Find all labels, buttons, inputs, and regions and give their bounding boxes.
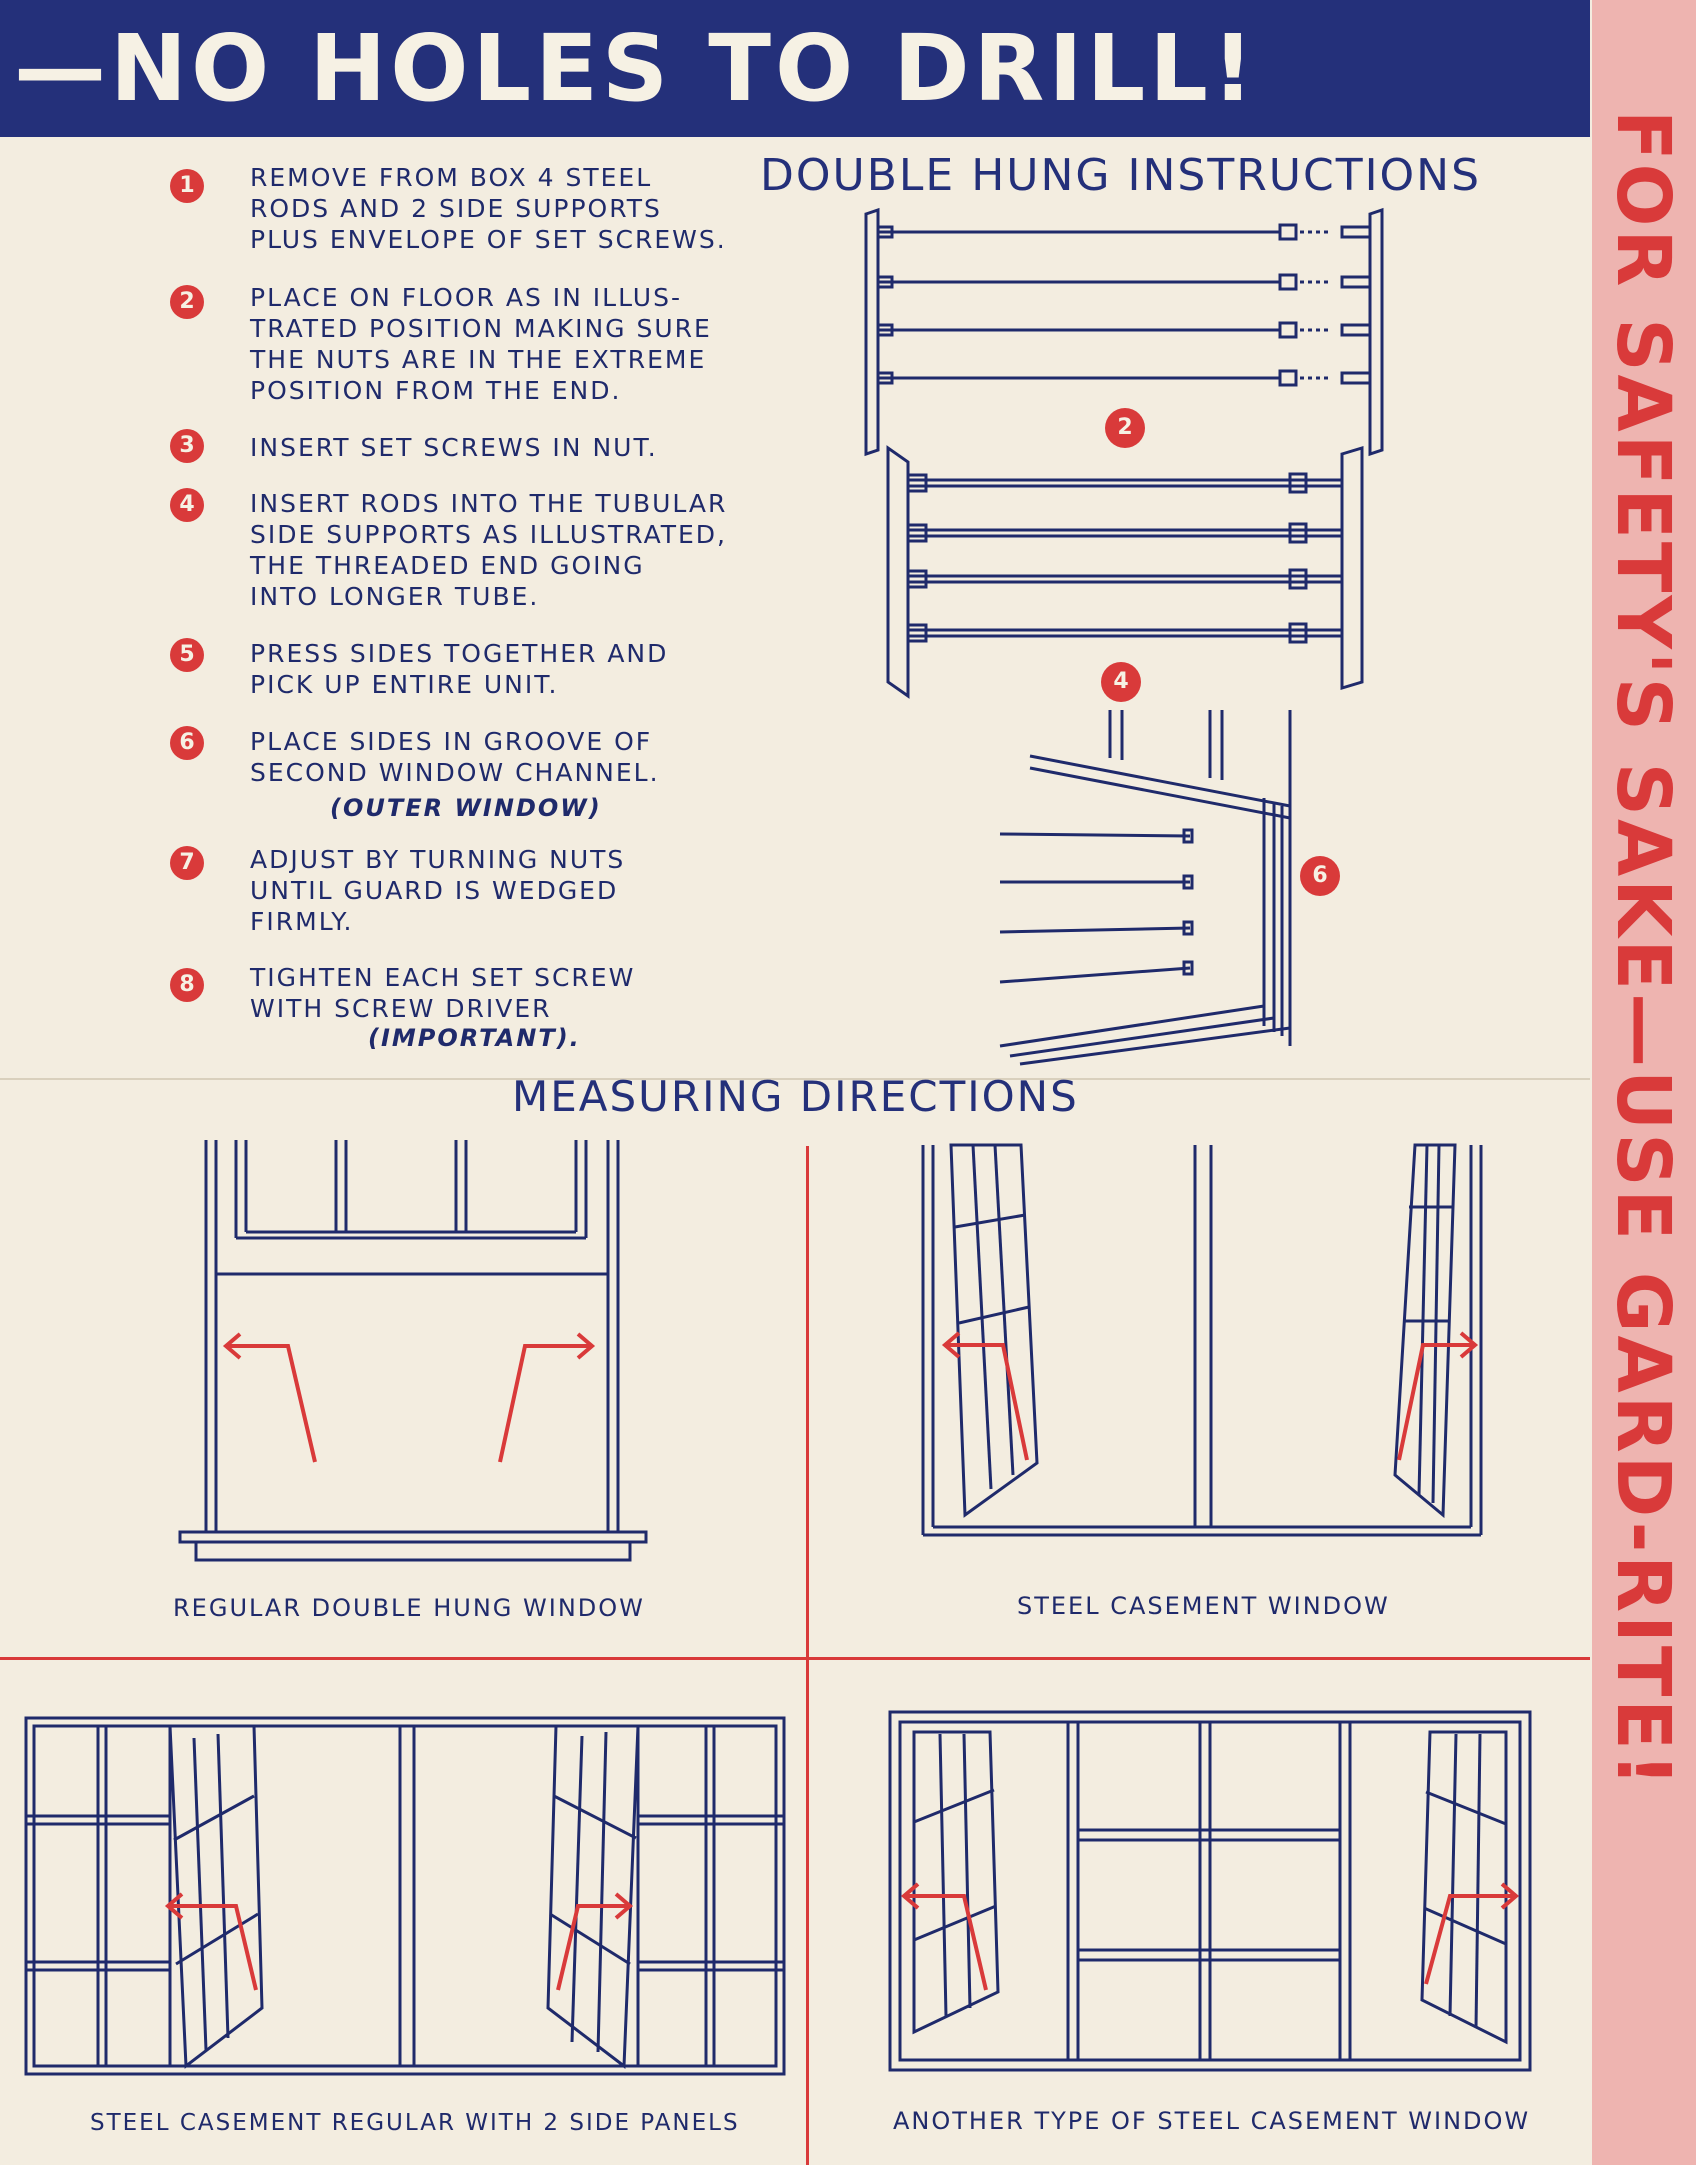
measuring-title: MEASURING DIRECTIONS: [512, 1072, 1079, 1121]
step-text: PRESS SIDES TOGETHER AND PICK UP ENTIRE UNIT.: [250, 639, 669, 699]
step-number: 3: [170, 429, 204, 463]
steel-casement-window-diagram: [915, 1145, 1495, 1545]
casement-side-panels-diagram: [26, 1718, 786, 2076]
step-text: TIGHTEN EACH SET SCREW WITH SCREW DRIVER: [250, 963, 636, 1023]
step-number: 1: [170, 169, 204, 203]
step-note: (IMPORTANT).: [368, 1024, 581, 1052]
double-hung-window-diagram: [180, 1140, 660, 1570]
instructions-title: DOUBLE HUNG INSTRUCTIONS: [760, 150, 1482, 201]
rods-inserted-illustration: [880, 448, 1370, 698]
figure-callout-4: 4: [1101, 662, 1141, 702]
slogan-text: FOR SAFETY'S SAKE—USE GARD-RITE!: [1600, 110, 1686, 1790]
step-number: 4: [170, 488, 204, 522]
divider-vertical: [806, 1146, 809, 2165]
another-casement-diagram: [890, 1712, 1540, 2072]
headline-banner: [0, 0, 1590, 137]
caption-double-hung: REGULAR DOUBLE HUNG WINDOW: [173, 1594, 645, 1622]
guard-in-window-illustration: [1000, 706, 1300, 1066]
step-text: PLACE ON FLOOR AS IN ILLUS- TRATED POSITION MAKING SURE THE NUTS ARE IN THE EXTREME POSITION FROM THE END.: [250, 283, 712, 405]
step-number: 5: [170, 638, 204, 672]
step-text: INSERT RODS INTO THE TUBULAR SIDE SUPPORTS AS ILLUSTRATED, THE THREADED END GOING INTO LONGER TUBE.: [250, 489, 728, 611]
step-text: REMOVE FROM BOX 4 STEEL RODS AND 2 SIDE SUPPORTS PLUS ENVELOPE OF SET SCREWS.: [250, 163, 727, 254]
figure-callout-6: 6: [1300, 856, 1340, 896]
divider-horizontal: [0, 1657, 1590, 1660]
caption-side-panels: STEEL CASEMENT REGULAR WITH 2 SIDE PANELS: [90, 2110, 740, 2136]
step-number: 7: [170, 846, 204, 880]
step-note: (OUTER WINDOW): [330, 794, 602, 822]
headline-text: —NO HOLES TO DRILL!: [14, 15, 1258, 122]
slogan-sidebar: [1592, 0, 1696, 2165]
step-text: ADJUST BY TURNING NUTS UNTIL GUARD IS WEDGED FIRMLY.: [250, 845, 626, 936]
caption-another-type: ANOTHER TYPE OF STEEL CASEMENT WINDOW: [893, 2107, 1531, 2135]
step-text: PLACE SIDES IN GROOVE OF SECOND WINDOW CHANNEL.: [250, 727, 660, 787]
step-number: 2: [170, 285, 204, 319]
figure-callout-2: 2: [1105, 408, 1145, 448]
caption-steel-casement: STEEL CASEMENT WINDOW: [1017, 1592, 1390, 1620]
step-text: INSERT SET SCREWS IN NUT.: [250, 433, 658, 462]
step-number: 8: [170, 968, 204, 1002]
step-number: 6: [170, 726, 204, 760]
